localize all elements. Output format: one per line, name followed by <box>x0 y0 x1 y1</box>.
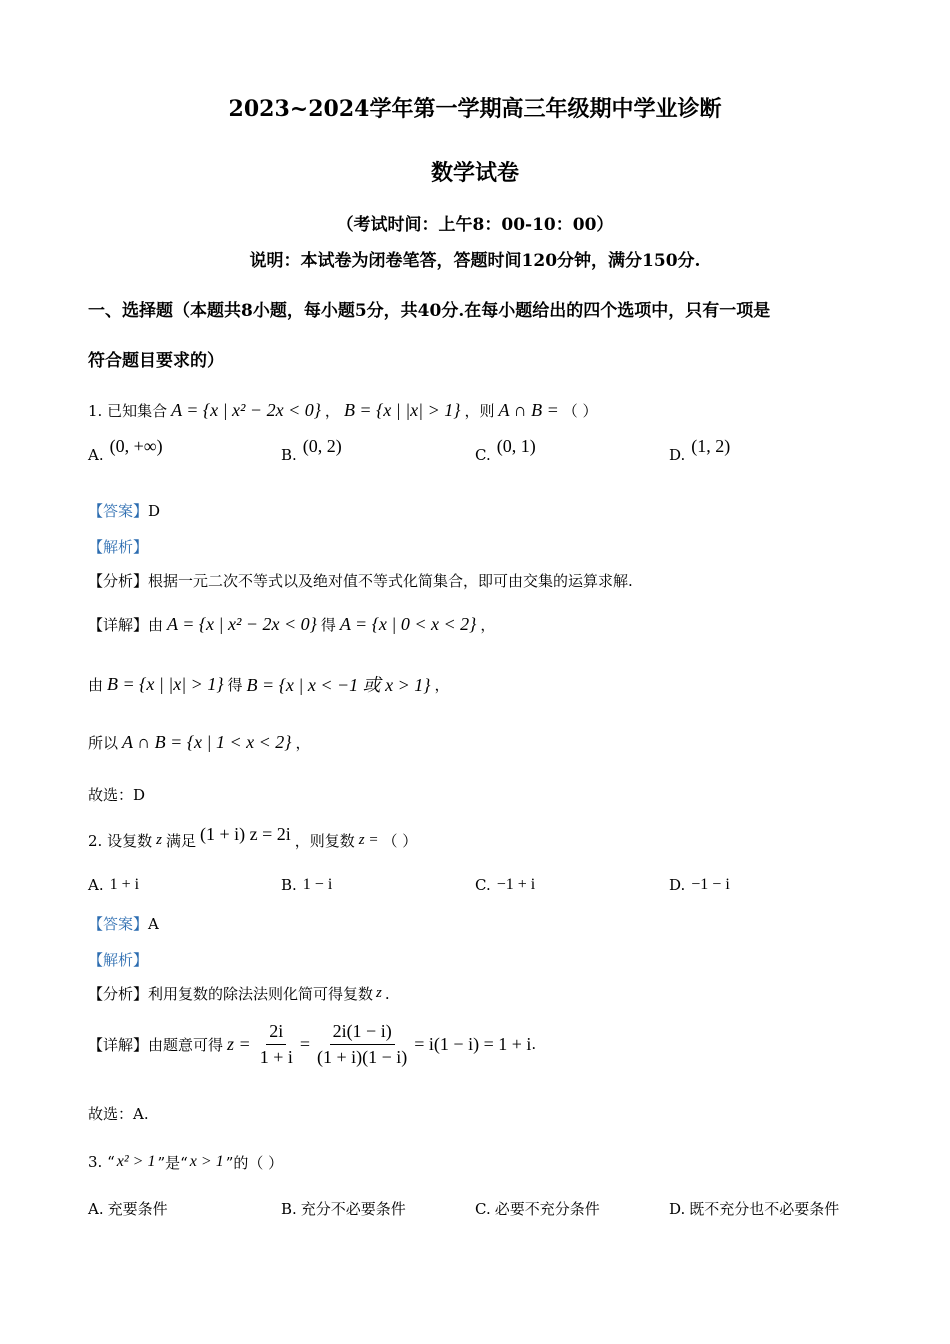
q1-step3-a: A ∩ B = {x | 1 < x < 2} <box>122 731 292 752</box>
q2-fenxi <box>88 983 390 1004</box>
q2-fraction-1-den: 1 + i <box>259 1046 293 1067</box>
q1-set-b: B = {x | |x| > 1} <box>343 399 461 420</box>
q3-option-a-value: 充要条件 <box>107 1200 168 1218</box>
q1-option-c-value: (0, 1) <box>496 436 536 456</box>
q3-option-b-label: B. <box>281 1199 297 1218</box>
q1-then: ，则 <box>464 401 495 420</box>
q1-stem-prefix: 1. 已知集合 <box>88 401 168 420</box>
q1-option-c-label: C. <box>475 445 491 464</box>
q1-option-d-value: (1, 2) <box>691 436 731 456</box>
q2-eq: (1 + i) z = 2i <box>199 823 291 844</box>
q1-step1-end: ， <box>480 615 496 634</box>
q2-fraction-1-num: 2i <box>266 1021 286 1045</box>
q2-fenxi-tag: 【分析】 <box>88 985 149 1003</box>
q2-option-a-value: 1 + i <box>109 876 140 893</box>
q1-step2 <box>88 664 449 704</box>
q3-option-c-value: 必要不充分条件 <box>494 1200 600 1218</box>
q2-ask: z = <box>358 831 379 848</box>
q1-answer <box>88 500 160 521</box>
q2-option-a-label: A. <box>88 876 104 894</box>
q1-paren: （ ） <box>562 401 598 420</box>
q2-xiangjie <box>88 1016 536 1072</box>
q2-analysis-tag-text: 【解析】 <box>88 951 149 969</box>
q1-option-a-label: A. <box>88 445 104 464</box>
q1-option-d <box>669 436 731 465</box>
q1-sep: ， <box>324 401 340 420</box>
q2-option-b-label: B. <box>281 876 297 894</box>
q2-option-b-value: 1 − i <box>302 876 333 893</box>
q2-answer-tag: 【答案】 <box>88 915 149 933</box>
q2-choose: 故选：A. <box>88 1105 149 1123</box>
q2-fraction-2-den: (1 + i)(1 − i) <box>317 1046 408 1067</box>
q1-step2-a: B = {x | |x| > 1} <box>107 673 224 694</box>
q3-cond2: x > 1 <box>189 1153 224 1170</box>
q1-step1-b: A = {x | 0 < x < 2} <box>339 613 477 634</box>
q1-set-a: A = {x | x² − 2x < 0} <box>171 399 321 420</box>
q3-option-c-label: C. <box>475 1199 491 1218</box>
q1-analysis-tag <box>88 536 148 557</box>
q1-analysis-tag-text: 【解析】 <box>88 538 149 556</box>
q2-xiangjie-tag: 【详解】 <box>88 1035 149 1054</box>
q2-option-c <box>475 876 535 894</box>
q2-stem-prefix: 2. 设复数 <box>88 831 153 850</box>
q3-option-d-label: D. <box>669 1199 686 1218</box>
q1-ask: A ∩ B = <box>498 399 559 420</box>
q2-analysis-tag <box>88 949 148 970</box>
q1-step3-pre: 所以 <box>88 733 119 752</box>
q2-answer <box>88 913 159 934</box>
exam-time: （考试时间：上午8：00-10：00） <box>336 215 614 235</box>
q1-option-b-value: (0, 2) <box>302 436 342 456</box>
q1-answer-tag: 【答案】 <box>88 502 149 520</box>
q1-choose: 故选：D <box>88 786 146 804</box>
q1-step2-end: ， <box>434 675 450 694</box>
q2-fenxi-end: . <box>384 984 390 1003</box>
section-heading-line1: 一、选择题（本题共8小题，每小题5分，共40分.在每小题给出的四个选项中，只有一项是 <box>88 301 771 321</box>
q3-option-d-value: 既不充分也不必要条件 <box>689 1200 840 1218</box>
q2-stem <box>88 822 417 858</box>
page-title: 2023~2024学年第一学期高三年级期中学业诊断 <box>228 96 722 122</box>
q3-end: ”的（ ） <box>225 1153 284 1172</box>
q3-option-d <box>669 1198 839 1219</box>
q1-step2-pre: 由 <box>88 675 104 694</box>
q1-step2-de: 得 <box>227 675 243 694</box>
q1-option-a <box>88 436 163 465</box>
q1-step1-pre: 由 <box>148 615 164 634</box>
q2-option-d <box>669 876 730 894</box>
q1-answer-value: D <box>148 501 161 520</box>
q3-cond1: x² > 1 <box>116 1153 156 1170</box>
q2-fraction-2-num: 2i(1 − i) <box>330 1021 395 1045</box>
q2-option-d-value: −1 − i <box>691 876 730 893</box>
q3-stem-prefix: 3. “ <box>88 1153 115 1171</box>
q2-answer-value: A <box>148 914 159 933</box>
q2-fenxi-text: 利用复数的除法法则化简可得复数 <box>148 985 374 1003</box>
q2-option-d-label: D. <box>669 876 686 894</box>
q1-fenxi-text: 根据一元二次不等式以及绝对值不等式化简集合，即可由交集的运算求解. <box>148 572 633 590</box>
q1-fenxi <box>88 570 633 591</box>
q1-option-b-label: B. <box>281 445 297 464</box>
section-heading-line2: 符合题目要求的） <box>88 351 224 371</box>
q2-fraction-1 <box>257 1021 296 1068</box>
q1-option-b <box>281 436 342 465</box>
q2-option-c-label: C. <box>475 876 491 894</box>
q3-option-c <box>475 1198 600 1219</box>
q3-option-b-value: 充分不必要条件 <box>300 1200 406 1218</box>
q2-option-c-value: −1 + i <box>496 876 536 893</box>
q3-option-b <box>281 1198 406 1219</box>
q2-calc-z: z = <box>227 1033 251 1054</box>
q1-option-c <box>475 436 536 465</box>
q1-step1-a: A = {x | x² − 2x < 0} <box>167 613 317 634</box>
q2-option-b <box>281 876 332 894</box>
q3-option-a <box>88 1198 168 1219</box>
q2-tail: = i(1 − i) = 1 + i <box>414 1033 532 1054</box>
q1-xiangjie-tag: 【详解】 <box>88 615 149 634</box>
q1-option-d-label: D. <box>669 445 686 464</box>
q1-step1 <box>88 604 495 644</box>
q1-step3-end: ， <box>295 733 311 752</box>
page-subtitle: 数学试卷 <box>430 160 519 186</box>
q1-stem <box>88 392 598 428</box>
q1-step1-de: 得 <box>320 615 336 634</box>
q2-eq1: = <box>299 1033 310 1054</box>
q2-then: ，则复数 <box>294 831 355 850</box>
exam-note: 说明：本试卷为闭卷笔答，答题时间120分钟，满分150分. <box>249 251 701 271</box>
q2-fraction-2 <box>314 1021 410 1068</box>
q1-step2-b: B = {x | x < −1 或 x > 1} <box>246 675 431 695</box>
q1-step3 <box>88 722 310 762</box>
q2-satisfy: 满足 <box>165 831 196 850</box>
q1-fenxi-tag: 【分析】 <box>88 572 149 590</box>
q2-xiangjie-pre: 由题意可得 <box>148 1035 224 1054</box>
q3-stem <box>88 1148 283 1176</box>
q1-option-a-value: (0, +∞) <box>109 436 163 456</box>
q2-paren: （ ） <box>382 831 418 850</box>
q2-z: z <box>156 831 162 848</box>
q2-fenxi-z: z <box>376 985 382 1001</box>
q3-option-a-label: A. <box>88 1199 104 1218</box>
q3-mid: ”是“ <box>157 1153 188 1172</box>
q2-option-a <box>88 876 139 894</box>
q2-tail-end: . <box>531 1035 537 1053</box>
